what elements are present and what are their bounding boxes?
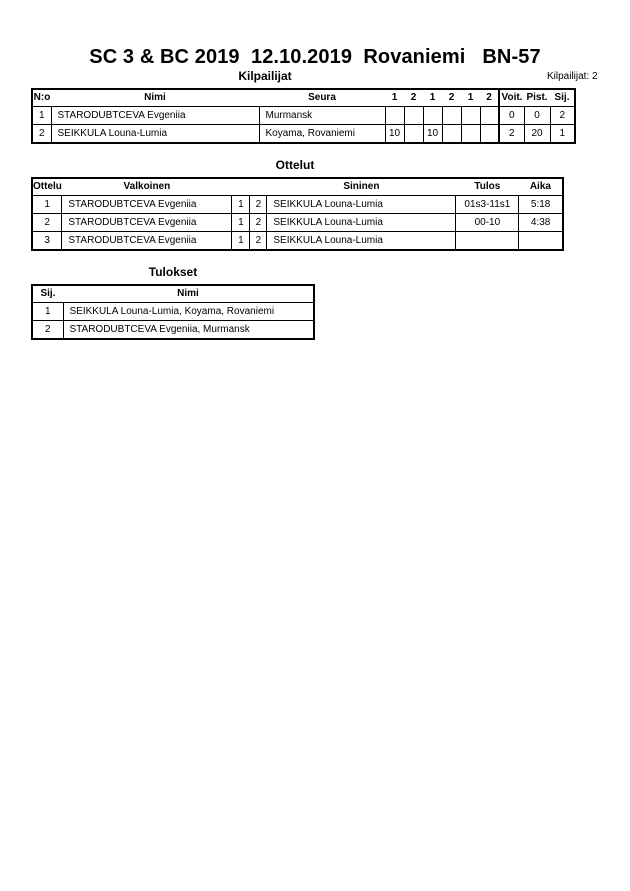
page-title: SC 3 & BC 2019 12.10.2019 Rovaniemi BN-57 (89, 46, 541, 68)
match-number: 1 (32, 196, 62, 214)
table-row (32, 214, 563, 232)
header-spacer (250, 178, 267, 196)
result-name: SEIKKULA Louna-Lumia, Koyama, Rovaniemi (63, 303, 314, 321)
match-number: 2 (32, 214, 62, 232)
header-place: Sij. (554, 92, 570, 103)
player-wins: 0 (499, 107, 524, 125)
header-name: Nimi (177, 288, 199, 299)
player-name: STARODUBTCEVA Evgeniia (51, 107, 259, 125)
header-round: 2 (486, 92, 492, 103)
blue-number: 2 (250, 196, 267, 214)
player-wins: 2 (499, 125, 524, 144)
player-points: 20 (524, 125, 550, 144)
round-score: 10 (423, 125, 442, 144)
match-time (519, 232, 563, 251)
header-points: Pist. (526, 92, 548, 103)
header-round: 2 (410, 92, 417, 103)
results-table (31, 284, 315, 340)
round-score: 10 (385, 125, 404, 144)
header-round: 1 (467, 92, 474, 103)
table-row (32, 196, 563, 214)
player-club: Murmansk (259, 107, 385, 125)
table-row (32, 232, 563, 251)
competitor-count: Kilpailijat: 2 (547, 71, 598, 82)
blue-competitor: SEIKKULA Louna-Lumia (267, 214, 456, 232)
player-no: 2 (32, 125, 51, 144)
player-points: 0 (524, 107, 550, 125)
header-blue: Sininen (343, 181, 380, 192)
results-section-title: Tulokset (148, 265, 198, 279)
table-row (32, 303, 314, 321)
match-result (456, 232, 519, 251)
white-number: 1 (232, 214, 250, 232)
round-score (442, 125, 461, 144)
blue-competitor: SEIKKULA Louna-Lumia (267, 196, 456, 214)
competitors-header-row (32, 89, 575, 107)
header-no: N:o (33, 92, 51, 103)
match-result: 01s3-11s1 (456, 196, 519, 214)
round-score (404, 107, 423, 125)
blue-number: 2 (250, 214, 267, 232)
player-no: 1 (32, 107, 51, 125)
match-time: 5:18 (519, 196, 563, 214)
match-result: 00-10 (456, 214, 519, 232)
header-match: Ottelu (33, 181, 62, 192)
header-name: Nimi (144, 92, 166, 103)
round-score (480, 107, 499, 125)
white-competitor: STARODUBTCEVA Evgeniia (62, 196, 232, 214)
round-score (385, 107, 404, 125)
competitors-section-title: Kilpailijat (238, 69, 292, 83)
player-club: Koyama, Rovaniemi (259, 125, 385, 144)
white-number: 1 (232, 196, 250, 214)
header-spacer (232, 178, 250, 196)
white-competitor: STARODUBTCEVA Evgeniia (62, 232, 232, 251)
table-row (32, 107, 575, 125)
header-round: 1 (391, 92, 398, 103)
player-name: SEIKKULA Louna-Lumia (51, 125, 259, 144)
header-white: Valkoinen (123, 181, 171, 192)
header-time: Aika (529, 181, 551, 192)
white-number: 1 (232, 232, 250, 251)
white-competitor: STARODUBTCEVA Evgeniia (62, 214, 232, 232)
result-place: 1 (32, 303, 63, 321)
result-place: 2 (32, 321, 63, 340)
player-place: 1 (550, 125, 575, 144)
competitors-table (31, 88, 576, 144)
header-result: Tulos (474, 181, 501, 192)
blue-number: 2 (250, 232, 267, 251)
matches-header-row (32, 178, 563, 196)
header-place: Sij. (40, 288, 56, 299)
header-round: 1 (429, 92, 436, 103)
table-row (32, 321, 314, 340)
matches-table (31, 177, 564, 251)
results-header-row (32, 285, 314, 303)
match-number: 3 (32, 232, 62, 251)
round-score (404, 125, 423, 144)
table-row (32, 125, 575, 144)
round-score (442, 107, 461, 125)
round-score (461, 125, 480, 144)
round-score (480, 125, 499, 144)
header-round: 2 (448, 92, 455, 103)
matches-section-title: Ottelut (275, 158, 315, 172)
header-wins: Voit. (499, 89, 524, 107)
round-score (461, 107, 480, 125)
header-club: Seura (308, 92, 336, 103)
blue-competitor: SEIKKULA Louna-Lumia (267, 232, 456, 251)
player-place: 2 (550, 107, 575, 125)
result-name: STARODUBTCEVA Evgeniia, Murmansk (63, 321, 314, 340)
match-time: 4:38 (519, 214, 563, 232)
round-score (423, 107, 442, 125)
